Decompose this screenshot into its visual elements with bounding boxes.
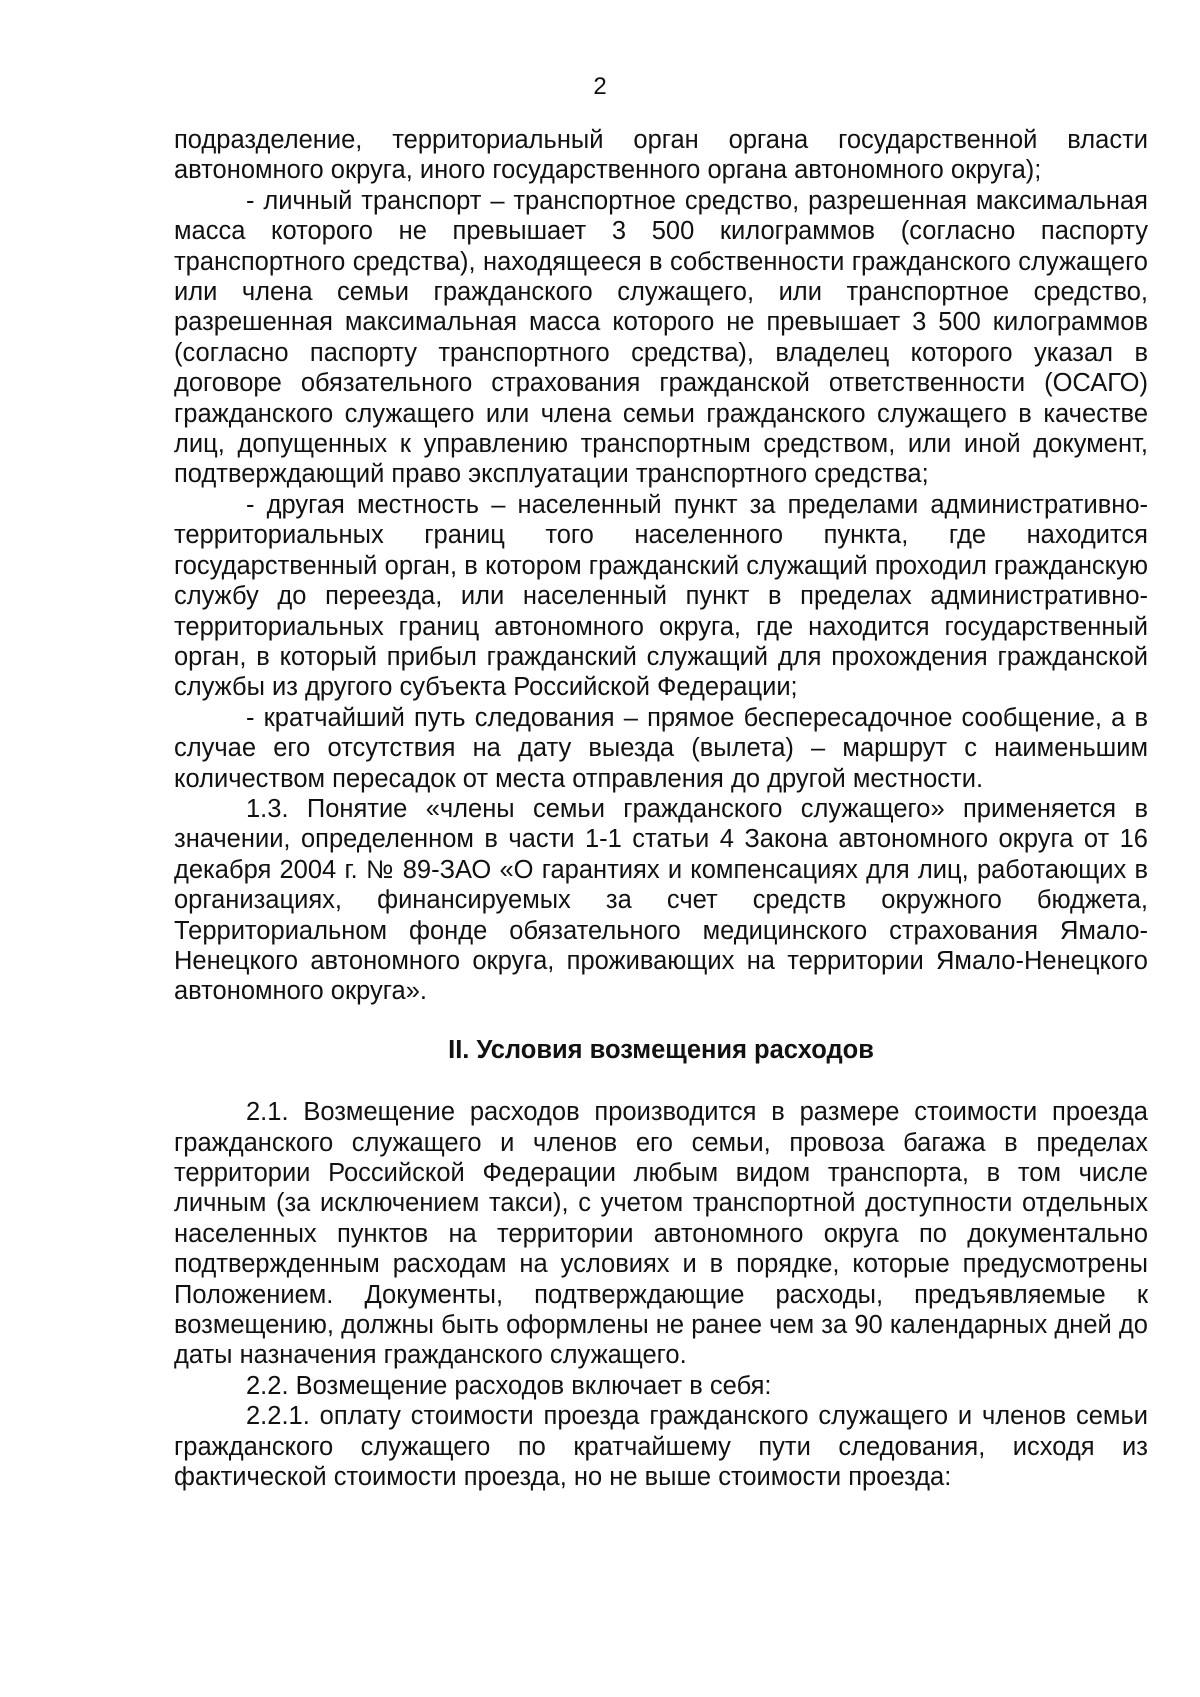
- paragraph-continuation: подразделение, территориальный орган органа государственной власти автономного округа, иного государственного органа автономного округа);: [174, 126, 1148, 185]
- paragraph-shortest-route: - кратчайший путь следования – прямое беспересадочное сообщение, а в случае его отсутствия на дату выезда (вылета) – маршрут с наименьшим количеством пересадок от места отправления до другой местности.: [174, 703, 1148, 793]
- page-number: 2: [593, 73, 607, 100]
- paragraph-1-3: 1.3. Понятие «члены семьи гражданского служащего» применяется в значении, определенном в части 1-1 статьи 4 Закона автономного округа от 16 декабря 2004 г. № 89-ЗАО «О гарантиях и компенсациях для лиц, работающих в организациях, финансируемых за счет средств окружного бюджета, Территориальном фонде обязательного медицинского страхования Ямало-Ненецкого автономного округа, проживающих на территории Ямало-Ненецкого автономного округа».: [174, 794, 1148, 1006]
- paragraph-personal-transport: - личный транспорт – транспортное средство, разрешенная максимальная масса которого не превышает 3 500 килограммов (согласно паспорту транспортного средства), находящееся в собственности гражданского служащего или члена семьи гражданского служащего, или транспортное средство, разрешенная максимальная масса которого не превышает 3 500 килограммов (согласно паспорту транспортного средства), владелец которого указал в договоре обязательного страхования гражданской ответственности (ОСАГО) гражданского служащего или члена семьи гражданского служащего в качестве лиц, допущенных к управлению транспортным средством, или иной документ, подтверждающий право эксплуатации транспортного средства;: [174, 186, 1148, 489]
- paragraph-2-2-1: 2.2.1. оплату стоимости проезда гражданского служащего и членов семьи гражданского служащего по кратчайшему пути следования, исходя из фактической стоимости проезда, но не выше стоимости проезда:: [174, 1402, 1148, 1492]
- document-body: [174, 125, 1148, 1492]
- paragraph-other-locality: - другая местность – населенный пункт за пределами административно-территориальных границ того населенного пункта, где находится государственный орган, в котором гражданский служащий проходил гражданскую службу до переезда, или населенный пункт в пределах административно-территориальных границ автономного округа, где находится государственный орган, в который прибыл гражданский служащий для прохождения гражданской службы из другого субъекта Российской Федерации;: [174, 490, 1148, 702]
- paragraph-2-2: 2.2. Возмещение расходов включает в себя:: [246, 1371, 772, 1400]
- paragraph-2-1: 2.1. Возмещение расходов производится в размере стоимости проезда гражданского служащего и членов его семьи, провоза багажа в пределах территории Российской Федерации любым видом транспорта, в том числе личным (за исключением такси), с учетом транспортной доступности отдельных населенных пунктов на территории автономного округа по документально подтвержденным расходам на условиях и в порядке, которые предусмотрены Положением. Документы, подтверждающие расходы, предъявляемые к возмещению, должны быть оформлены не ранее чем за 90 календарных дней до даты назначения гражданского служащего.: [174, 1098, 1148, 1370]
- section-heading: II. Условия возмещения расходов: [448, 1035, 874, 1064]
